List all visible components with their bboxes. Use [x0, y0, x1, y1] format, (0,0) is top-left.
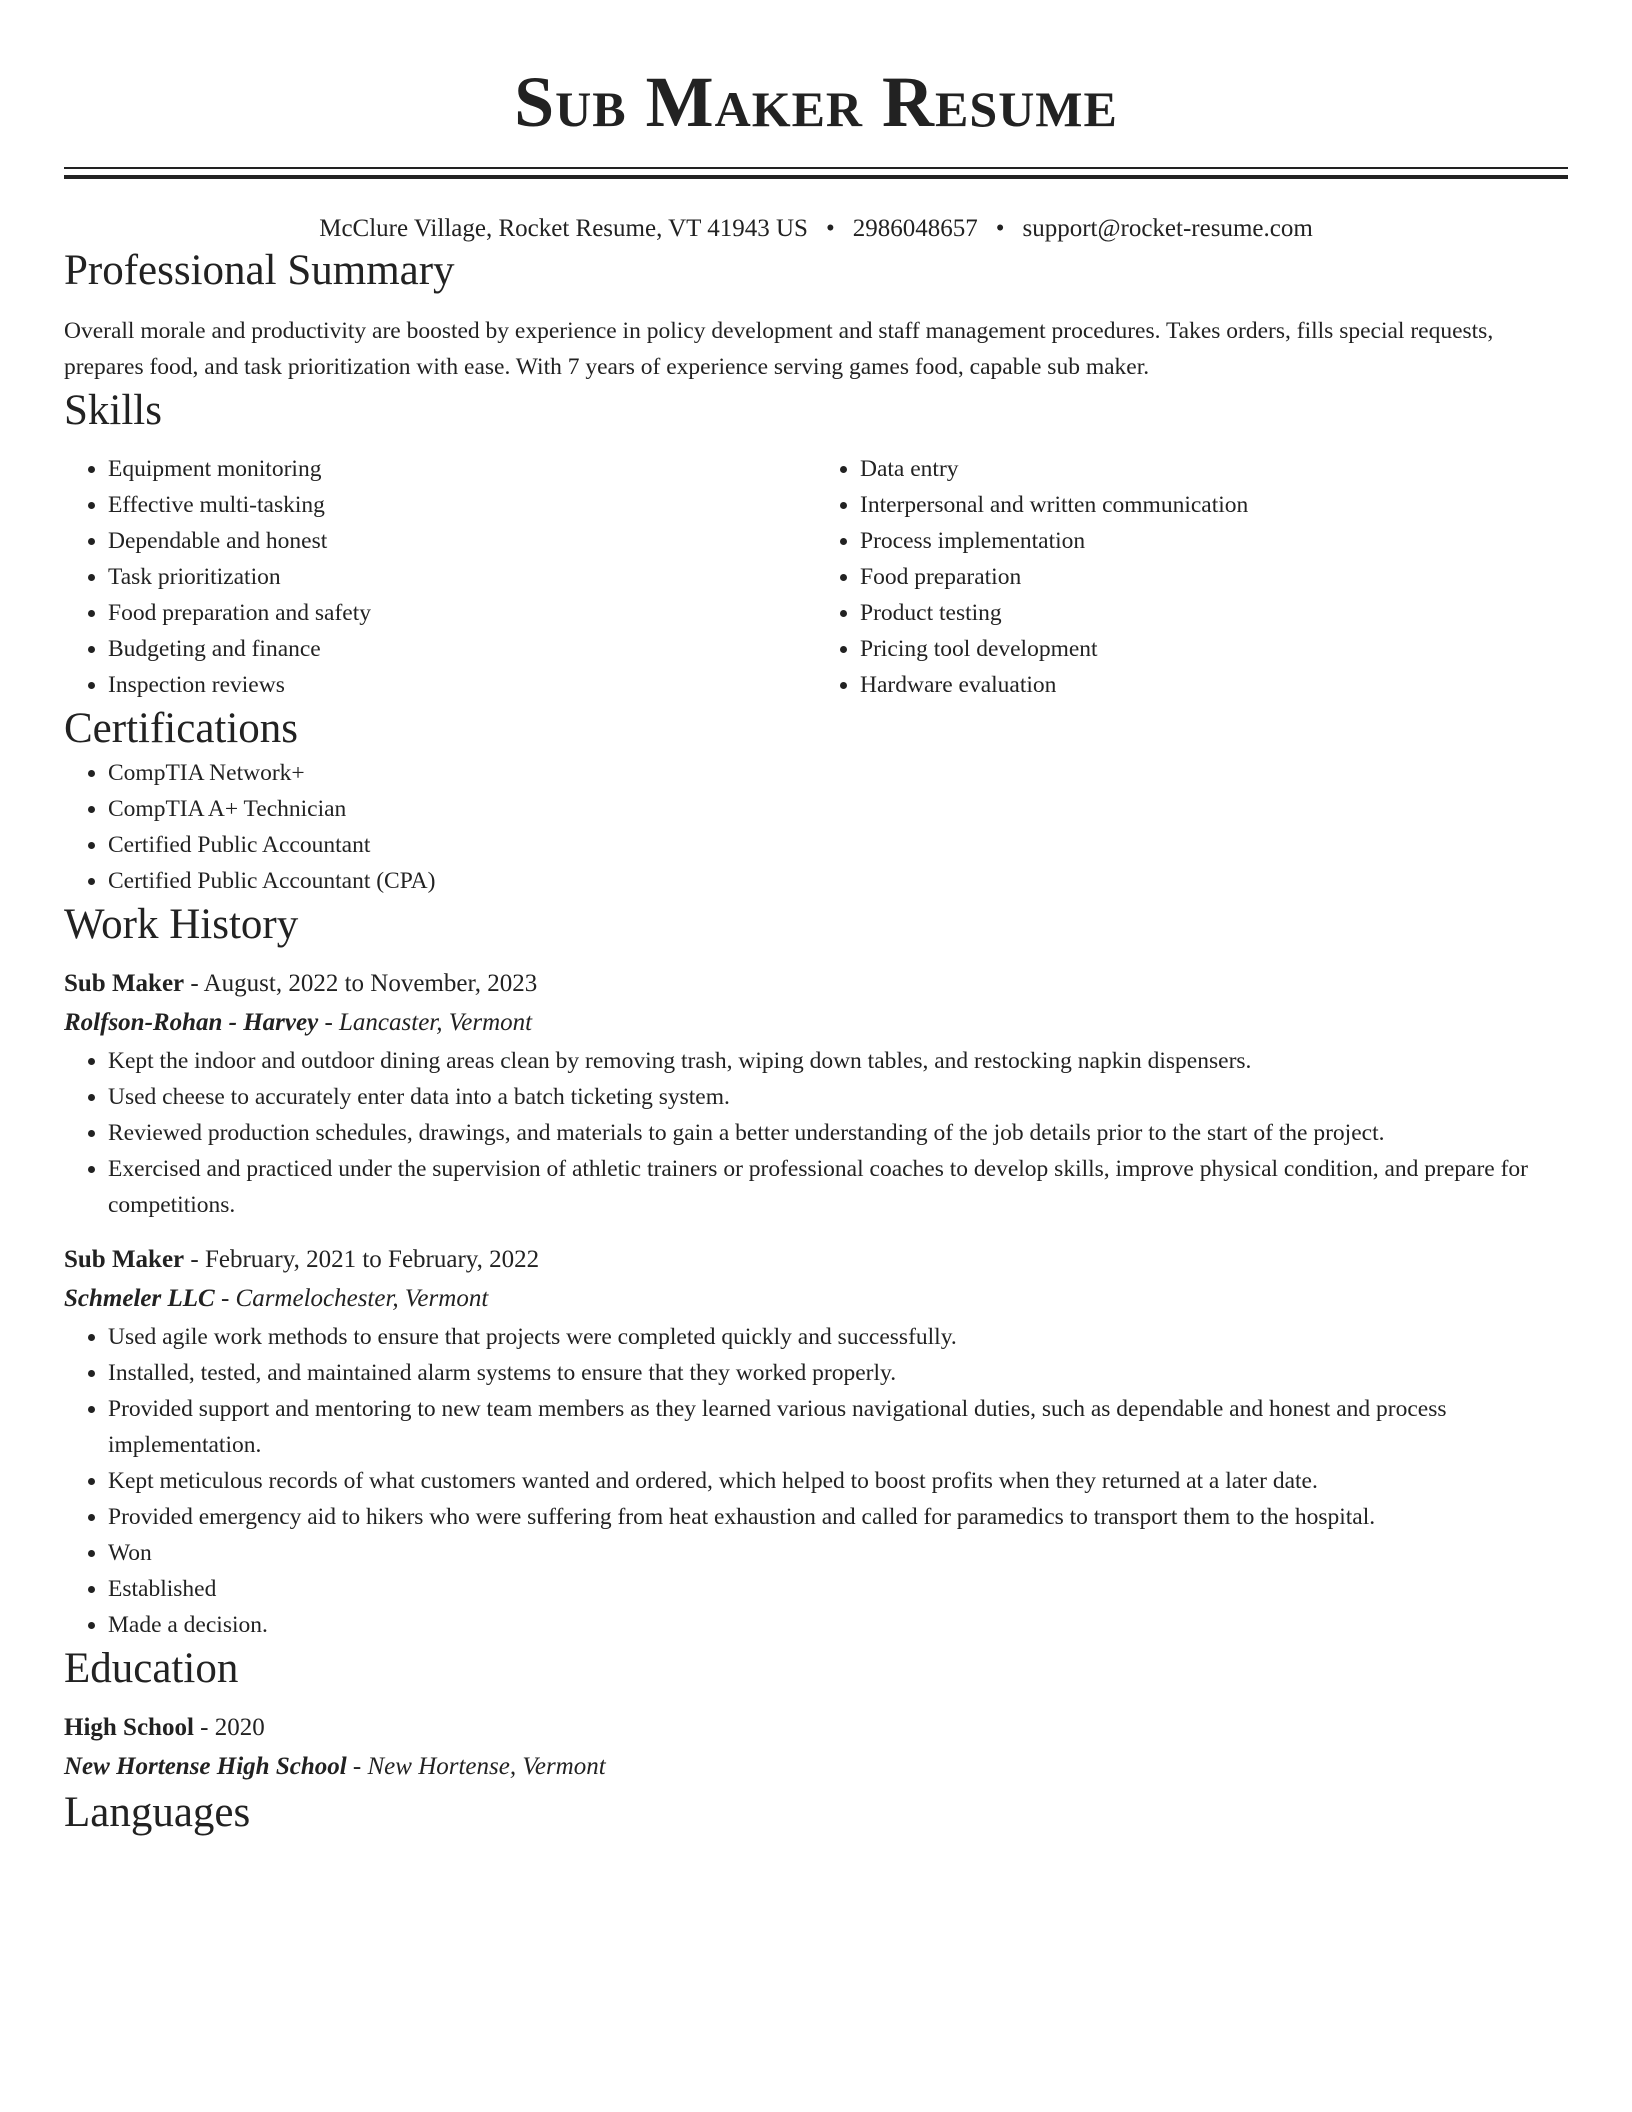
skill-item: • Task prioritization: [108, 559, 816, 595]
job-duties-list: [64, 1043, 1568, 1223]
job-company-line: [64, 1279, 1568, 1319]
contact-address: McClure Village, Rocket Resume, VT 41943 US: [319, 215, 808, 242]
job-dates: - August, 2022 to November, 2023: [184, 970, 538, 997]
skill-item: • Pricing tool development: [860, 631, 1568, 667]
job-location: - Lancaster, Vermont: [318, 1009, 533, 1036]
education-school-line: [64, 1747, 1568, 1787]
job-company-line: [64, 1003, 1568, 1043]
contact-phone: 2986048657: [852, 215, 978, 242]
job-duty: • Won: [108, 1535, 1568, 1571]
job-location: - Carmelochester, Vermont: [214, 1285, 489, 1312]
job-duty: • Established: [108, 1571, 1568, 1607]
contact-email: support@rocket-resume.com: [1022, 215, 1313, 242]
languages-heading: Languages: [64, 1789, 251, 1836]
skill-item: • Interpersonal and written communication: [860, 487, 1568, 523]
job-duty: • Installed, tested, and maintained alarm systems to ensure that they worked properly.: [108, 1355, 1568, 1391]
education-heading: Education: [64, 1645, 239, 1692]
header-divider-thin: [64, 167, 1568, 169]
skill-item: • Effective multi-tasking: [108, 487, 816, 523]
skill-item: • Dependable and honest: [108, 523, 816, 559]
job-duty: • Used agile work methods to ensure that projects were completed quickly and successfully.: [108, 1319, 1568, 1355]
skill-item: • Food preparation and safety: [108, 595, 816, 631]
skill-item: • Data entry: [860, 451, 1568, 487]
skills-list-right: [816, 451, 1568, 703]
job-duty: • Provided support and mentoring to new team members as they learned various navigational duties, such as dependable and honest and process implementation.: [108, 1391, 1568, 1463]
work-history-heading: Work History: [64, 901, 299, 948]
contact-line: [64, 213, 1568, 245]
skill-item: • Food preparation: [860, 559, 1568, 595]
certification-item: • CompTIA A+ Technician: [108, 791, 1568, 827]
job-title-line: [64, 965, 1568, 1003]
job-company: Schmeler LLC: [64, 1285, 215, 1312]
skills-list-left: [64, 451, 816, 703]
job-duties-list: [64, 1319, 1568, 1643]
skill-item: • Budgeting and finance: [108, 631, 816, 667]
contact-separator: •: [995, 215, 1005, 242]
summary-heading: Professional Summary: [64, 247, 455, 294]
skill-item: • Equipment monitoring: [108, 451, 816, 487]
job-duty: • Made a decision.: [108, 1607, 1568, 1643]
education-year: - 2020: [193, 1714, 265, 1741]
job-company: Rolfson-Rohan - Harvey: [64, 1009, 319, 1036]
skill-item: • Product testing: [860, 595, 1568, 631]
skills-heading: Skills: [64, 387, 162, 434]
summary-text: Overall morale and productivity are boosted by experience in policy development and staff management procedures. Takes orders, fills special requests, prepares food, and task prioritization with ease. With 7 years of experience serving games food, capable sub maker.: [64, 318, 1494, 380]
skill-item: • Hardware evaluation: [860, 667, 1568, 703]
education-location: - New Hortense, Vermont: [346, 1753, 606, 1780]
contact-separator: •: [825, 215, 835, 242]
skills-grid: [64, 451, 1568, 703]
job-duty: • Exercised and practiced under the supervision of athletic trainers or professional coaches to develop skills, improve physical condition, and prepare for competitions.: [108, 1151, 1568, 1223]
job-duty: • Kept meticulous records of what customers wanted and ordered, which helped to boost profits when they returned at a later date.: [108, 1463, 1568, 1499]
job-role: Sub Maker: [64, 1246, 185, 1273]
education-degree-line: [64, 1709, 1568, 1747]
certification-item: • CompTIA Network+: [108, 755, 1568, 791]
education-degree: High School: [64, 1714, 194, 1741]
resume-page: [64, 0, 1568, 1839]
job-role: Sub Maker: [64, 970, 185, 997]
skill-item: • Process implementation: [860, 523, 1568, 559]
header-divider-thick: [64, 175, 1568, 179]
certifications-heading: Certifications: [64, 705, 299, 752]
job-dates: - February, 2021 to February, 2022: [184, 1246, 540, 1273]
resume-title: Sub Maker Resume: [514, 62, 1118, 142]
certification-item: • Certified Public Accountant: [108, 827, 1568, 863]
certification-item: • Certified Public Accountant (CPA): [108, 863, 1568, 899]
job-duty: • Kept the indoor and outdoor dining areas clean by removing trash, wiping down tables, and restocking napkin dispensers.: [108, 1043, 1568, 1079]
job-duty: • Provided emergency aid to hikers who were suffering from heat exhaustion and called for paramedics to transport them to the hospital.: [108, 1499, 1568, 1535]
job-title-line: [64, 1241, 1568, 1279]
skill-item: • Inspection reviews: [108, 667, 816, 703]
job-duty: • Reviewed production schedules, drawings, and materials to gain a better understanding of the job details prior to the start of the project.: [108, 1115, 1568, 1151]
job-duty: • Used cheese to accurately enter data into a batch ticketing system.: [108, 1079, 1568, 1115]
certifications-list: [64, 755, 1568, 899]
education-school: New Hortense High School: [64, 1753, 347, 1780]
